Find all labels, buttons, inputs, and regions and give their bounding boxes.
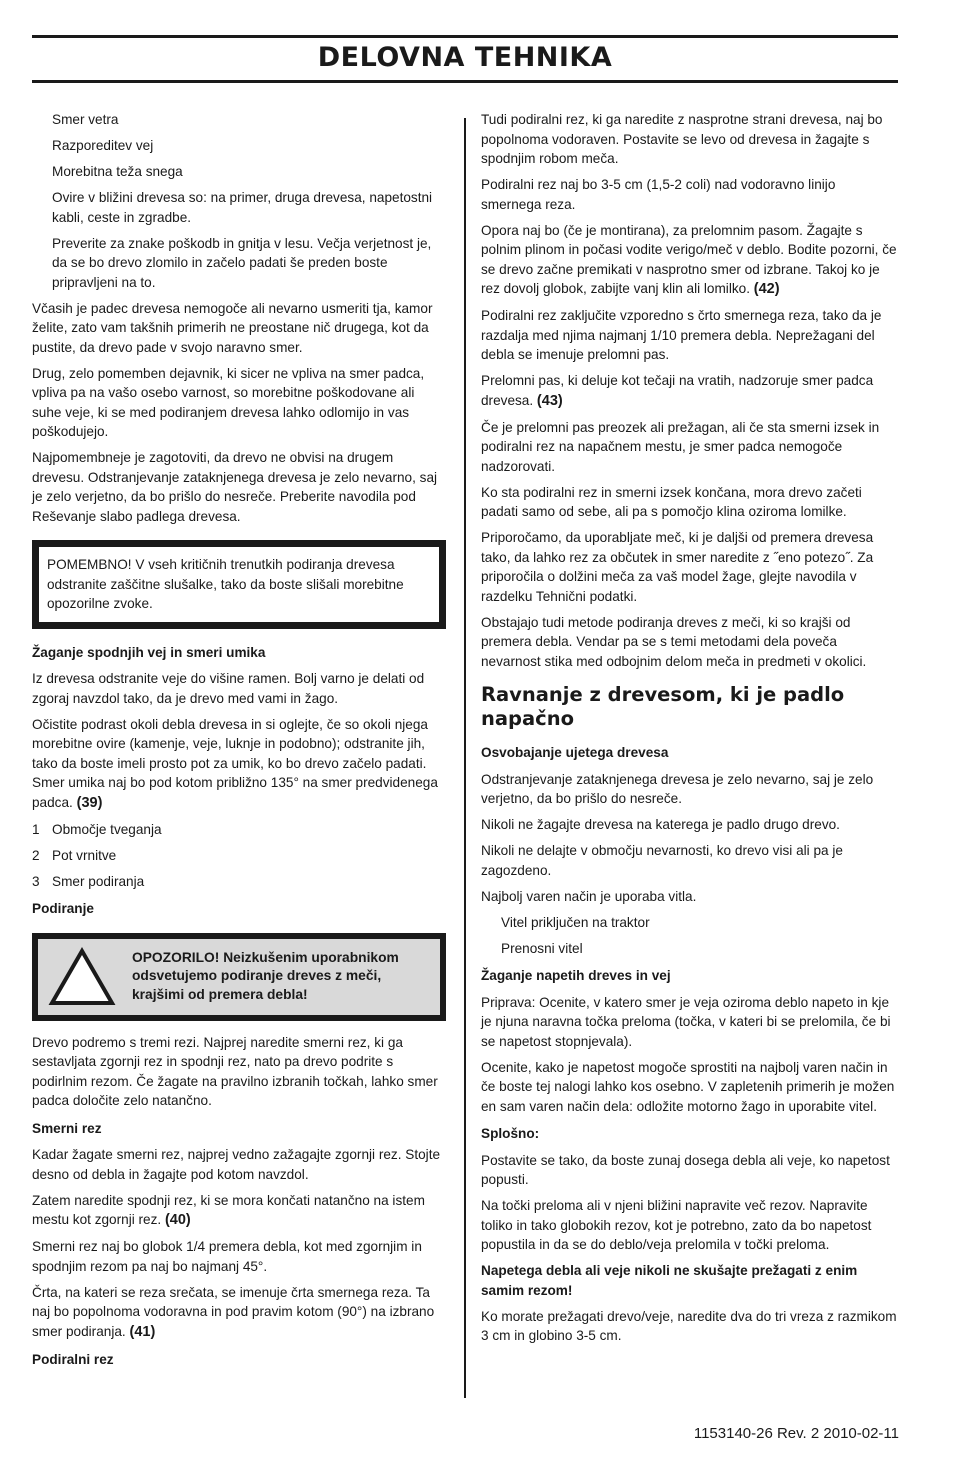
list-item: Smer vetra [52, 112, 119, 127]
paragraph: Kadar žagate smerni rez, najprej vedno zažagajte zgornji rez. Stojte desno od debla in žagajte pod kotom navzdol. [32, 1147, 441, 1182]
subheading-release: Osvobajanje ujetega drevesa [481, 745, 669, 760]
figure-reference: (40) [164, 1212, 191, 1228]
header-top-rule [32, 35, 898, 38]
paragraph: Ko sta podiralni rez in smerni izsek končana, mora drevo začeti padati samo od sebe, ali pa s pomočjo klina oziroma lomilke. [481, 484, 862, 519]
paragraph: Odstranjevanje zataknjenega drevesa je zelo nevarno, saj je zelo verjetno, da bo prišlo do nesreče. [481, 771, 874, 806]
item-text: Smer podiranja [52, 873, 145, 889]
left-column [32, 110, 446, 1377]
paragraph: Če je prelomni pas preozek ali prežagan, ali če sta smerni izsek in podiralni rez na napačnem mestu, je smer padca nemogoče nadzorovati. [481, 419, 880, 474]
list-item: Razporeditev vej [52, 138, 154, 153]
item-number: 3 [32, 873, 40, 889]
paragraph: Drug, zelo pomemben dejavnik, ki sicer ne vpliva na smer padca, vpliva pa na vašo osebo varnost, so morebitne poškodovane ali suhe veje, ki se med podiranjem drevesa lahko odlomijo in vas poškodujejo. [32, 365, 425, 439]
figure-reference: (42) [753, 281, 780, 297]
paragraph: Najpomembneje je zagotoviti, da drevo ne obvisi na drugem drevesu. Odstranjevanje zataknjenega drevesa je zelo nevarno, saj je zelo verjetno, da bo prišlo do nesreče. Preberite navodila pod Reševanje slabo padlega drevesa. [32, 450, 438, 524]
list-item: Prenosni vitel [501, 940, 583, 956]
warning-triangle-icon [48, 947, 116, 1007]
paragraph: Ko morate prežagati drevo/veje, naredite dva do tri vreza z razmikom 3 cm in globino 3-5 cm. [481, 1308, 897, 1343]
important-notice-box [32, 540, 446, 629]
important-notice-text: POMEMBNO! V vseh kritičnih trenutkih podiranja drevesa odstranite zaščitne slušalke, tako da boste slišali morebitne opozorilne zvoke. [47, 557, 404, 611]
item-number: 1 [32, 821, 40, 837]
paragraph-text: Zatem naredite spodnji rez, ki se mora končati natančno na istem mestu kot zgornji rez. [32, 1192, 425, 1227]
header-bottom-rule [32, 80, 898, 83]
paragraph [481, 371, 897, 411]
paragraph-text: Opora naj bo (če je montirana), za prelomnim pasom. Žagajte s polnim plinom in počasi vodite verigo/meč v deblo. Bodite pozorni, če se drevo začne premikati v nasprotno smer od izbrane. Takoj ko je rez dovolj globok, zabijte vanj klin ali lomilko. [481, 222, 897, 296]
paragraph: Na točki preloma ali v njeni bližini napravite več rezov. Napravite toliko in tako globokih rezov, kot je potrebno, zato da bo napetost popustila in da se do deblo/veja prelomila v točki preloma. [481, 1198, 872, 1252]
paragraph: Podiralni rez naj bo 3-5 cm (1,5-2 coli) nad vodoravno linijo smernega reza. [481, 177, 836, 212]
document-id-footer: 1153140-26 Rev. 2 2010-02-11 [693, 1425, 899, 1442]
section-title: Ravnanje z drevesom, ki je padlo napačno [481, 683, 845, 730]
paragraph: Tudi podiralni rez, ki ga naredite z nasprotne strani drevesa, naj bo popolnoma vodoraven. Postavite se levo od drevesa in žagajte s spodnjim robom meča. [481, 112, 883, 166]
paragraph: Iz drevesa odstranite veje do višine ramen. Bolj varno je delati od zgoraj navzdol tako, da je drevo med vami in žago. [32, 671, 425, 706]
page-title: DELOVNA TEHNIKA [317, 42, 613, 73]
paragraph: Priporočamo, da uporabljate meč, ki je daljši od premera drevesa tako, da lahko rez za občutek in smer naredite z ˝eno potezo˝. Za priporočila o dolžini meča za vaš model žage, glejte navodila v razdelku Tehnični podatki. [481, 530, 874, 604]
paragraph-text: Očistite podrast okoli debla drevesa in si oglejte, če so okoli njega morebitne ovire (kamenje, veje, luknje in podobno); odstranite jih, tako da boste imeli prosto pot za umik, ko bo drevo začelo padati. Smer umika naj bo pod kotom približno 135° na smer predvidenega padca. [32, 716, 438, 810]
subheading-felling: Podiranje [32, 901, 94, 916]
numbered-item [32, 820, 446, 840]
list-item: Vitel priključen na traktor [501, 914, 650, 930]
bold-warning: Napetega debla ali veje nikoli ne skušajte prežagati z enim samim rezom! [481, 1263, 858, 1298]
subheading-felling-cut: Podiralni rez [32, 1352, 114, 1367]
figure-reference: (39) [76, 794, 103, 811]
list-item: Preverite za znake poškodb in gnitja v lesu. Večja verjetnost je, da se bo drevo zlomilo in začelo padati še preden boste pripravljeni na to. [52, 235, 432, 290]
paragraph-text: Črta, na kateri se reza srečata, se imenuje črta smernega reza. Ta naj bo popolnoma vodoravna in pod pravim kotom (90°) na izbrano smer podiranja. [32, 1284, 435, 1339]
paragraph [32, 1191, 446, 1231]
numbered-item [32, 872, 446, 892]
subheading-tension: Žaganje napetih dreves in vej [481, 968, 671, 983]
item-text: Pot vrnitve [52, 847, 117, 863]
warning-text: OPOZORILO! Neizkušenim uporabnikom odsvetujemo podiranje dreves z meči, krajšimi od premera debla! [132, 949, 399, 1002]
paragraph-text: Prelomni pas, ki deluje kot tečaji na vratih, nadzoruje smer padca drevesa. [481, 373, 874, 408]
column-divider [464, 118, 466, 1398]
paragraph: Postavite se tako, da boste zunaj dosega debla ali veje, ko napetost popusti. [481, 1152, 890, 1187]
paragraph [481, 221, 897, 300]
list-item: Morebitna teža snega [52, 164, 183, 179]
figure-reference: (41) [129, 1323, 156, 1340]
paragraph: Nikoli ne delajte v območju nevarnosti, ko drevo visi ali pa je zagozdeno. [481, 843, 843, 878]
warning-box [32, 933, 446, 1021]
subheading-cut-branches: Žaganje spodnjih vej in smeri umika [32, 644, 266, 660]
right-column [481, 110, 897, 1352]
item-text: Območje tveganja [52, 821, 162, 837]
subheading-general: Splošno: [481, 1126, 540, 1141]
numbered-item [32, 846, 446, 866]
paragraph: Priprava: Ocenite, v katero smer je veja oziroma deblo napeto in kje je njuna naravna točka preloma (točka, v kateri bi se prelomila, če bi se napetost stopnjevala). [481, 994, 891, 1049]
item-number: 2 [32, 847, 40, 863]
figure-reference: (43) [536, 392, 563, 409]
paragraph: Najbolj varen način je uporaba vitla. [481, 888, 697, 904]
paragraph: Včasih je padec drevesa nemogoče ali nevarno usmeriti tja, kamor želite, zato vam takšnih primerih ne preostane nič drugega, kot da pustite, da drevo pade v svojo naravno smer. [32, 300, 433, 355]
paragraph: Podiralni rez zaključite vzporedno s črto smernega reza, tako da je razdalja med njima najmanj 1/10 premera debla. Neprežagani del debla se imenuje prelomni pas. [481, 308, 882, 362]
paragraph [32, 1283, 446, 1343]
paragraph: Ocenite, kako je napetost mogoče sprostiti na najbolj varen način in če boste tej nalogi lahko kos osebno. V zapletenih primerih je možen en sam varen način dela: odložite motorno žago in uporabite vitel. [481, 1059, 895, 1114]
paragraph: Nikoli ne žagajte drevesa na katerega je padlo drugo drevo. [481, 817, 840, 832]
list-item: Ovire v bližini drevesa so: na primer, druga drevesa, napetostni kabli, ceste in zgradbe. [52, 190, 433, 225]
paragraph: Smerni rez naj bo globok 1/4 premera debla, kot med zgornjim in spodnjim rezom pa naj bo najmanj 45°. [32, 1239, 422, 1274]
paragraph [32, 715, 446, 814]
paragraph: Obstajajo tudi metode podiranja dreves z meči, ki so krajši od premera debla. Vendar pa se s temi metodami dela poveča nevarnost stika med odbojnim delom meča in predmeti v okolici. [481, 614, 867, 669]
subheading-directional-cut: Smerni rez [32, 1120, 102, 1136]
paragraph: Drevo podremo s tremi rezi. Najprej naredite smerni rez, ki ga sestavljata zgornji rez in spodnji rez, nato pa drevo podrite s podirlnim rezom. Če žagate na pravilno izbranih točkah, lahko smer padca določite zelo natančno. [32, 1034, 438, 1108]
